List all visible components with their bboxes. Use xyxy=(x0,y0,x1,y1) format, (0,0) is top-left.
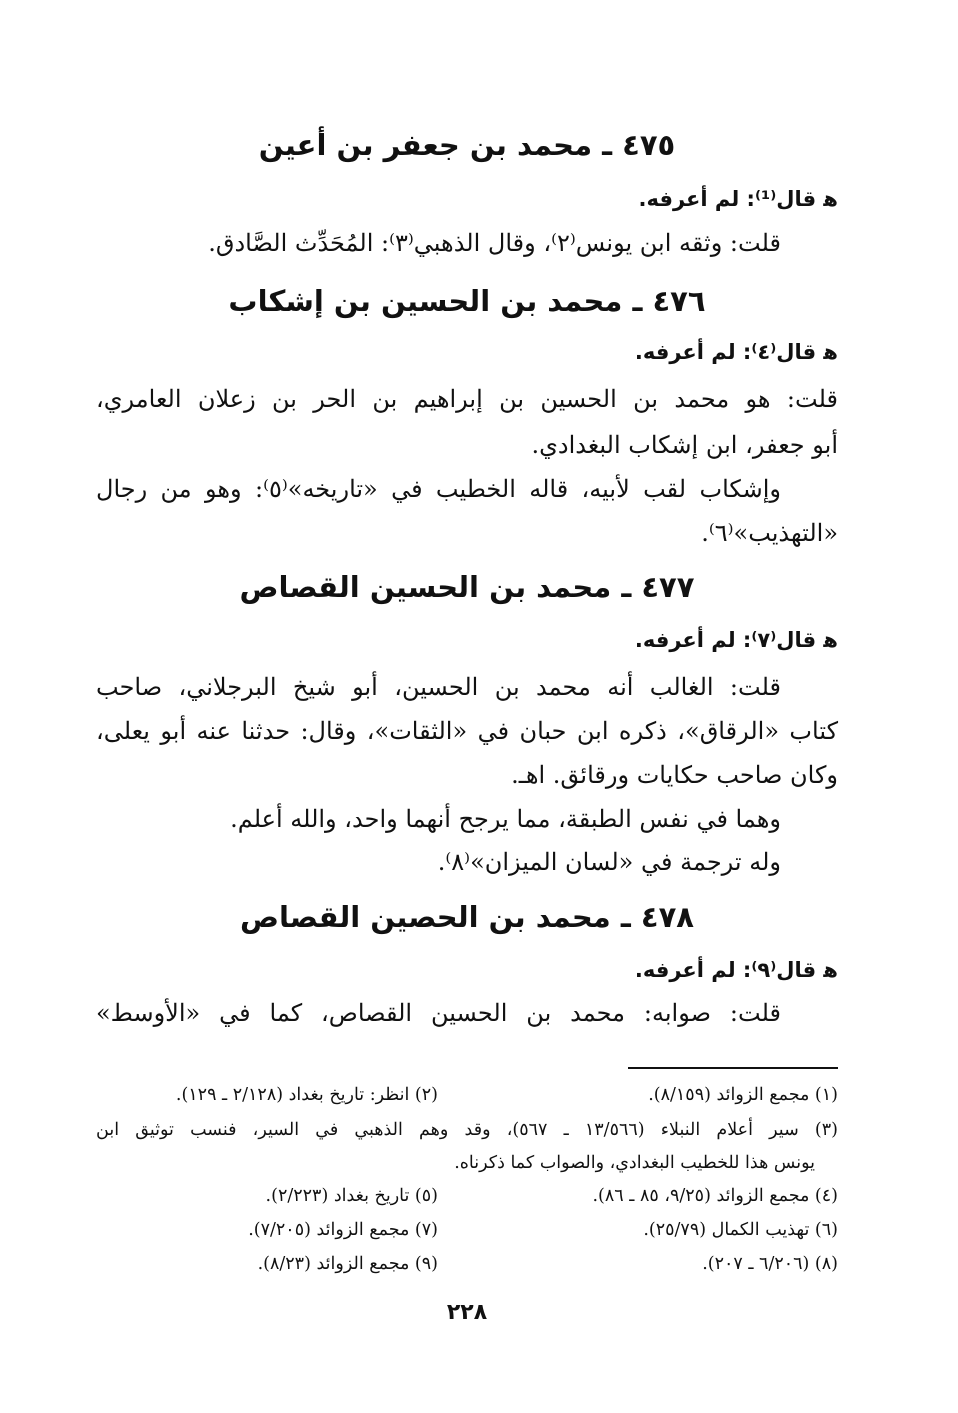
footnote-2: (٢) انظر: تاريخ بغداد (٢/١٢٨ ـ ١٢٩). xyxy=(175,1085,438,1105)
entry-body-477-line5: وله ترجمة في «لسان الميزان»⁽٨⁾. xyxy=(437,848,781,876)
footnote-9: (٩) مجمع الزوائد (٨/٢٣). xyxy=(257,1254,438,1274)
entry-body-477-line2: كتاب «الرقاق»، ذكره ابن حبان في «الثقات»، وقال: حدثنا عنه أبو يعلى، xyxy=(96,717,838,745)
entry-body-477-line3: وكان صاحب حكايات ورقائق. اهـ. xyxy=(511,761,838,789)
entry-body-478-line1: قلت: صوابه: محمد بن الحسين القصاص، كما في «الأوسط» xyxy=(96,999,781,1027)
footnote-3-line2: يونس هذا للخطيب البغدادي، والصواب كما ذكرناه. xyxy=(454,1153,815,1173)
entry-qal-478: ﻫ قال⁽٩⁾: لم أعرفه. xyxy=(634,958,838,982)
entry-heading-478: ٤٧٨ ـ محمد بن الحصين القصاص xyxy=(240,900,694,934)
entry-body-475-line1: قلت: وثقه ابن يونس⁽٢⁾، وقال الذهبي⁽٣⁾: المُحَدِّث الصَّادق. xyxy=(208,229,781,257)
footnote-separator xyxy=(628,1067,838,1069)
footnote-7: (٧) مجمع الزوائد (٧/٢٠٥). xyxy=(248,1220,438,1240)
entry-qal-477: ﻫ قال⁽٧⁾: لم أعرفه. xyxy=(634,628,838,652)
entry-body-477-line1: قلت: الغالب أنه محمد بن الحسين، أبو شيخ البرجلاني، صاحب xyxy=(96,673,781,701)
entry-heading-476: ٤٧٦ ـ محمد بن الحسين بن إشكاب xyxy=(228,284,706,318)
entry-body-476-line4: «التهذيب»⁽٦⁾. xyxy=(701,519,838,547)
entry-body-476-line3: وإشكاب لقب لأبيه، قاله الخطيب في «تاريخه»⁽٥⁾: وهو من رجال xyxy=(96,475,781,503)
entry-body-476-line2: أبو جعفر، ابن إشكاب البغدادي. xyxy=(531,431,838,459)
entry-qal-475: ﻫ قال⁽¹⁾: لم أعرفه. xyxy=(638,187,838,211)
footnote-8: (٨) (٦/٢٠٦ ـ ٢٠٧). xyxy=(702,1254,838,1274)
footnote-6: (٦) تهذيب الكمال (٢٥/٧٩). xyxy=(643,1220,838,1240)
footnote-5: (٥) تاريخ بغداد (٢/٢٢٣). xyxy=(265,1186,438,1206)
entry-heading-475: ٤٧٥ ـ محمد بن جعفر بن أعين xyxy=(258,128,676,162)
entry-heading-477: ٤٧٧ ـ محمد بن الحسين القصاص xyxy=(239,570,695,604)
footnote-1: (١) مجمع الزوائد (٨/١٥٩). xyxy=(648,1085,838,1105)
entry-body-476-line1: قلت: هو محمد بن الحسين بن إبراهيم بن الحر بن زعلان العامري، xyxy=(96,385,838,413)
page-number: ٢٢٨ xyxy=(446,1300,488,1325)
entry-body-477-line4: وهما في نفس الطبقة، مما يرجح أنهما واحد، والله أعلم. xyxy=(230,805,781,833)
footnote-3-line1: (٣) سير أعلام النبلاء (١٣/٥٦٦ ـ ٥٦٧)، وقد وهم الذهبي في السير، فنسب توثيق ابن xyxy=(96,1120,838,1140)
entry-qal-476: ﻫ قال⁽٤⁾: لم أعرفه. xyxy=(634,340,838,364)
footnote-4: (٤) مجمع الزوائد (٩/٢٥، ٨٥ ـ ٨٦). xyxy=(592,1186,838,1206)
